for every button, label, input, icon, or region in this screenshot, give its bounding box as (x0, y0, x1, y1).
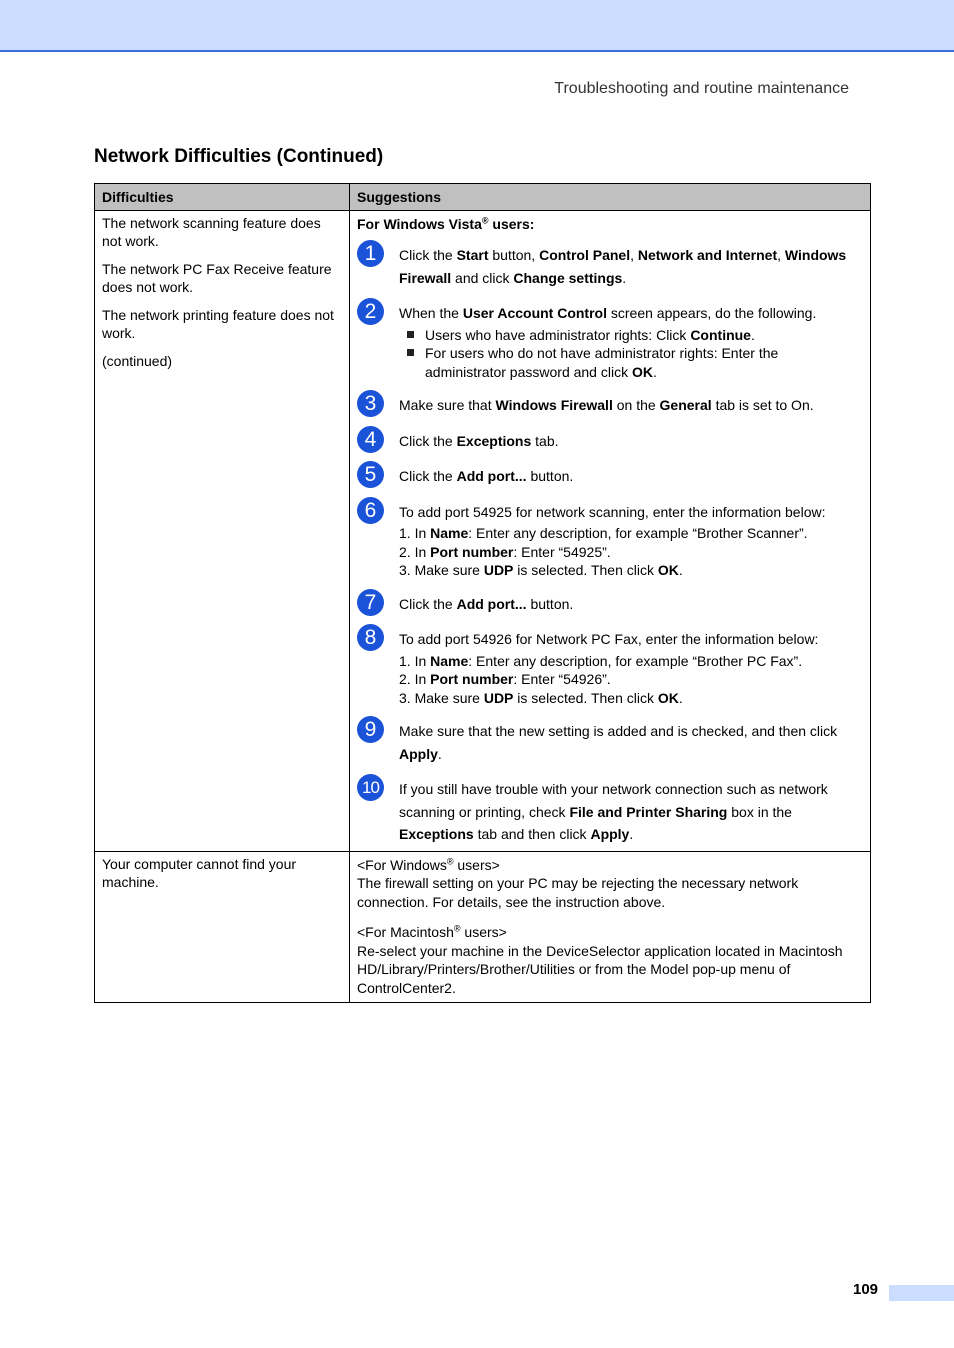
text-run: tab. (531, 432, 559, 449)
section-title: Network Difficulties (Continued) (94, 146, 384, 167)
bold-text: Apply (590, 826, 630, 842)
bold-text: OK (657, 562, 679, 578)
text-run: . (678, 689, 683, 706)
step-text (399, 465, 863, 488)
registered-mark: ® (453, 923, 461, 934)
substep-line (399, 543, 863, 562)
bold-text: User Account Control (462, 305, 607, 321)
step-text (399, 394, 863, 417)
text-run: button. (526, 595, 574, 612)
step-list (357, 244, 863, 846)
step-number-badge: 10 (357, 774, 384, 801)
text-run: Click the (399, 468, 457, 484)
text-run: : Enter any description, for example “Brother Scanner”. (468, 525, 808, 541)
step-text (399, 430, 863, 453)
text-run: tab and then click (473, 826, 591, 842)
difficulty-item: The network printing feature does not work. (102, 306, 334, 341)
table-row (95, 851, 871, 1003)
bold-text: Control Panel (539, 247, 631, 263)
text-run: button. (526, 468, 574, 484)
step-text (399, 593, 863, 616)
step-text (399, 720, 863, 765)
step-item (357, 498, 863, 580)
bold-text: Name (430, 652, 469, 669)
windows-users-label (357, 856, 863, 875)
table-row (95, 210, 871, 851)
text-run: 1. In (399, 652, 431, 669)
text-run: Click the (399, 432, 457, 449)
text-run: Click the (399, 247, 457, 263)
text-run: When the (399, 305, 463, 321)
label-text: <For Windows (357, 856, 447, 873)
text-run: is selected. Then click (513, 562, 658, 578)
macintosh-users-block (357, 923, 863, 997)
text-run: . (629, 826, 634, 842)
bold-text: UDP (483, 689, 514, 706)
bold-text: File and Printer Sharing (569, 803, 728, 820)
page-tab-marker (889, 1285, 954, 1301)
text-run: : Enter any description, for example “Brother PC Fax”. (468, 652, 803, 669)
bold-text: Windows Firewall (399, 247, 847, 286)
step-item (357, 394, 863, 417)
bullet-item (399, 344, 863, 381)
troubleshooting-table (94, 183, 871, 1003)
text-run: tab is set to On. (711, 397, 814, 413)
step-item (357, 427, 863, 453)
text-run: To add port 54925 for network scanning, enter the information below: (399, 503, 826, 520)
step-number-badge: 1 (357, 240, 384, 267)
running-header: Troubleshooting and routine maintenance (554, 80, 849, 97)
header-difficulties: Difficulties (95, 184, 350, 211)
bold-text: General (659, 397, 712, 413)
step-number-badge: 9 (357, 716, 384, 743)
substep-line (399, 670, 863, 689)
numbered-substeps (399, 524, 863, 580)
step-text (399, 628, 863, 651)
heading-text: For Windows Vista (357, 215, 482, 232)
bold-text: Start (456, 247, 489, 263)
suggestions-cell (350, 210, 871, 851)
bold-text: Change settings (513, 269, 623, 286)
text-run: To add port 54926 for Network PC Fax, enter the information below: (399, 631, 819, 647)
bold-text: Exceptions (456, 432, 532, 449)
step-item (357, 778, 863, 846)
bold-text: Name (430, 525, 469, 541)
step-item (357, 720, 863, 765)
text-run: on the (612, 397, 660, 413)
bold-text: Port number (430, 543, 514, 560)
bold-text: Add port... (456, 468, 527, 484)
text-run: . (678, 562, 683, 578)
heading-text: users: (488, 215, 535, 232)
bold-text: UDP (483, 562, 514, 578)
step-text (399, 302, 863, 325)
text-run: . (652, 363, 657, 380)
windows-users-block (357, 856, 863, 912)
difficulty-item: (continued) (102, 352, 173, 369)
text-run: Click the (399, 595, 457, 612)
bold-text: Windows Firewall (495, 397, 613, 413)
registered-mark: ® (446, 855, 454, 866)
step-number-badge: 7 (357, 589, 384, 616)
step-number-badge: 2 (357, 298, 384, 325)
text-run: , (630, 247, 638, 263)
bold-text: OK (657, 689, 679, 706)
text-run: Make sure that (399, 397, 496, 413)
difficulties-cell (95, 851, 350, 1003)
text-run: For users who do not have administrator rights: Enter the administrator password and click (425, 345, 779, 380)
bold-text: Continue (690, 326, 751, 343)
registered-mark: ® (481, 214, 489, 225)
table-header-row (95, 184, 871, 211)
label-text: users> (453, 856, 500, 873)
text-run: and click (451, 269, 514, 286)
difficulties-cell (95, 210, 350, 851)
bold-text: Network and Internet (637, 247, 778, 263)
windows-vista-heading (357, 215, 863, 234)
text-run: screen appears, do the following. (606, 305, 817, 321)
label-text: <For Macintosh (357, 924, 454, 940)
bold-text: Port number (430, 671, 514, 687)
difficulty-item: The network scanning feature does not work. (102, 214, 321, 249)
square-bullet-icon (407, 331, 414, 338)
step-item (357, 465, 863, 488)
text-run: . (622, 269, 627, 286)
step-number-badge: 3 (357, 390, 384, 417)
substep-line (399, 561, 863, 580)
text-run: Make sure that the new setting is added and is checked, and then click (399, 723, 838, 739)
bold-text: Apply (399, 745, 438, 762)
text-run: , (777, 247, 785, 263)
text-run: is selected. Then click (513, 689, 658, 706)
step-text (399, 778, 863, 846)
step-text (399, 501, 863, 524)
bold-text: Add port... (456, 595, 527, 612)
text-run: 3. Make sure (399, 562, 484, 578)
text-run: . (750, 326, 755, 343)
step-number-badge: 6 (357, 497, 384, 524)
step-item (357, 590, 863, 616)
text-run: Users who have administrator rights: Click (425, 326, 691, 343)
page-number: 109 (853, 1281, 879, 1298)
windows-users-text: The firewall setting on your PC may be rejecting the necessary network connection. For details, see the instruction above. (357, 875, 799, 910)
text-run: : Enter “54925”. (513, 543, 611, 560)
step-item (357, 302, 863, 381)
top-color-band (0, 0, 954, 52)
step-number-badge: 8 (357, 624, 384, 651)
text-run: 1. In (399, 525, 431, 541)
text-run: box in the (727, 803, 792, 820)
text-run: 2. In (399, 671, 431, 687)
step-item (357, 628, 863, 707)
text-run: 2. In (399, 543, 431, 560)
substep-line (399, 652, 863, 671)
text-run: . (437, 745, 442, 762)
substep-line (399, 689, 863, 708)
step-text (399, 244, 863, 289)
suggestions-cell (350, 851, 871, 1003)
difficulty-item: The network PC Fax Receive feature does not work. (102, 260, 332, 295)
macintosh-users-text: Re-select your machine in the DeviceSelector application located in Macintosh HD/Library/Printers/Brother/Utilities or from the Model pop-up menu of ControlCenter2. (357, 942, 843, 996)
step-number-badge: 4 (357, 426, 384, 453)
macintosh-users-label (357, 923, 863, 942)
step-item (357, 244, 863, 289)
label-text: users> (460, 924, 507, 940)
bullet-item (399, 326, 863, 345)
step-number-badge: 5 (357, 461, 384, 488)
substep-line (399, 524, 863, 543)
bold-text: Exceptions (399, 826, 474, 842)
numbered-substeps (399, 652, 863, 708)
bold-text: OK (631, 363, 653, 380)
difficulty-item: Your computer cannot find your machine. (102, 855, 297, 890)
header-suggestions: Suggestions (350, 184, 871, 211)
text-run: button, (488, 247, 540, 263)
text-run: : Enter “54926”. (513, 671, 611, 687)
text-run: 3. Make sure (399, 689, 484, 706)
text-run: If you still have trouble with your network connection such as network scanning or printing, check (399, 781, 828, 820)
square-bullet-icon (407, 349, 414, 356)
bullet-list (399, 326, 863, 382)
